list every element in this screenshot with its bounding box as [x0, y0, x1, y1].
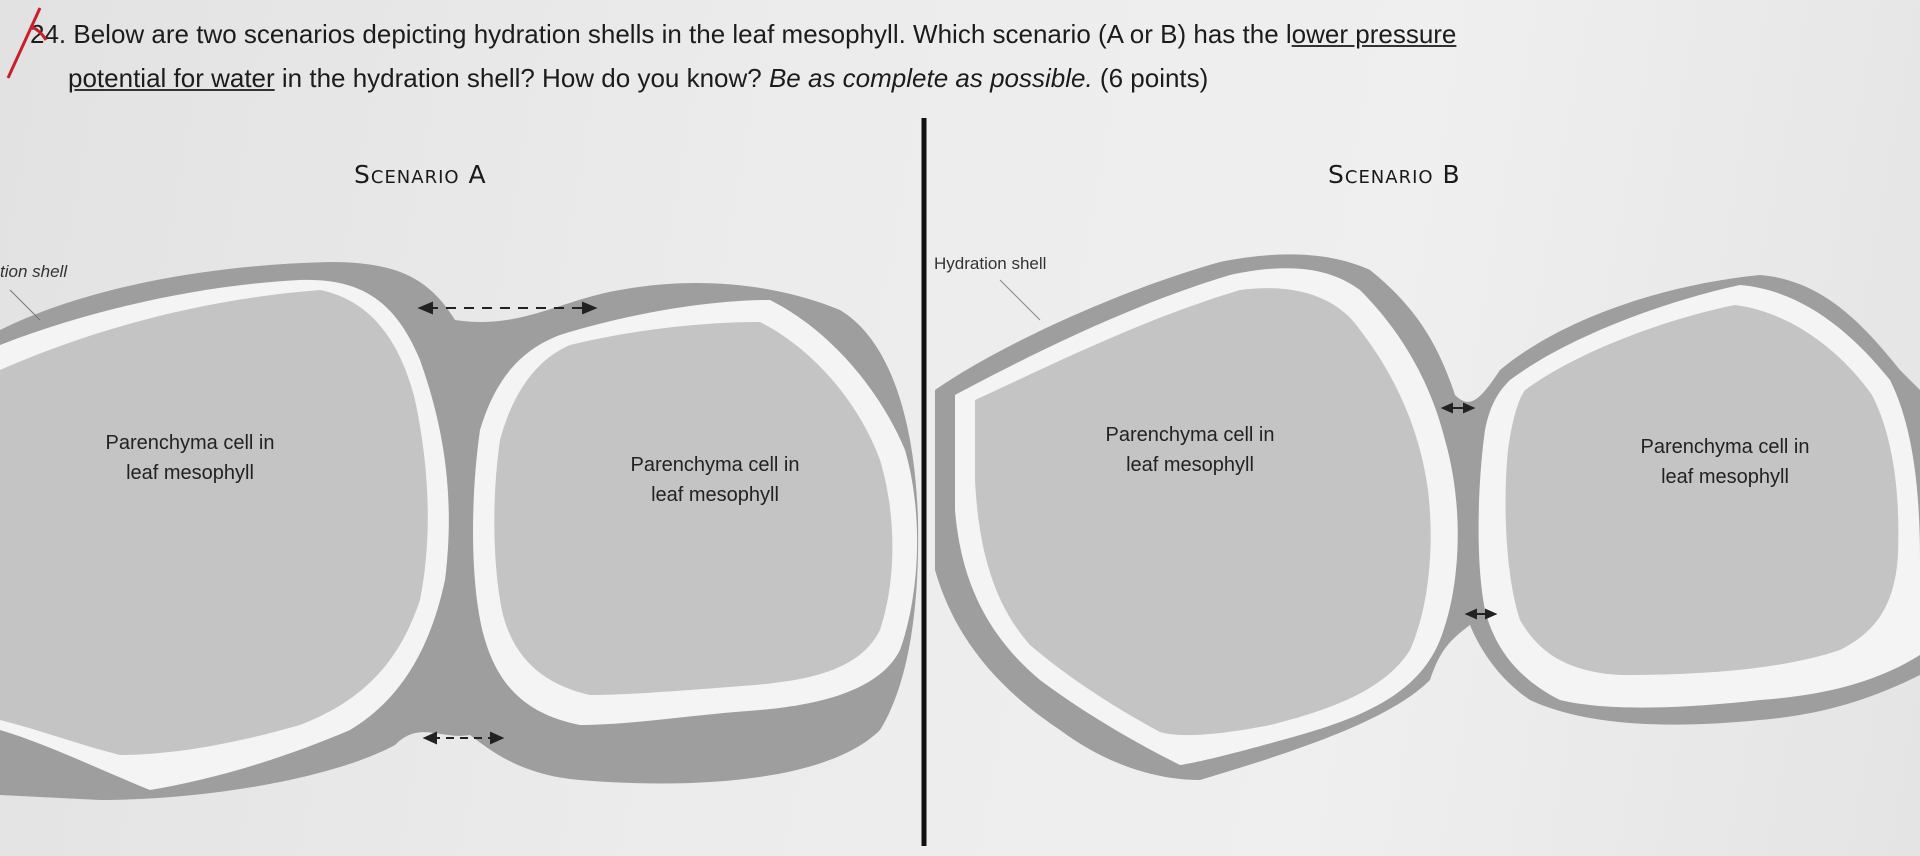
question-text-part1: Below are two scenarios depicting hydration shells in the leaf mesophyll. Which scenario (A or B) has the l — [66, 19, 1292, 49]
question-text-part2: in the hydration shell? How do you know? — [274, 63, 769, 93]
scenario-b-heading: Scenario B — [1328, 160, 1461, 189]
underlined-phrase-2: potential for water — [68, 63, 275, 93]
scenario-a-label-pointer — [10, 290, 40, 320]
underlined-phrase-1: ower pressure — [1291, 19, 1457, 49]
question-points: (6 points) — [1092, 63, 1209, 93]
scenario-b-left-cell-label: Parenchyma cell in leaf mesophyll — [1105, 424, 1275, 476]
scenario-b-hydration-label: Hydration shell — [934, 254, 1047, 273]
question-number: 24. — [30, 19, 67, 49]
scenario-b-right-cell-label: Parenchyma cell in leaf mesophyll — [1640, 436, 1810, 488]
scenario-b-label-pointer — [1000, 280, 1040, 320]
scenario-a-left-cytoplasm — [0, 290, 428, 755]
scenario-a-hydration-label: tion shell — [0, 262, 68, 281]
scenario-a-right-cell-label: Parenchyma cell in leaf mesophyll — [630, 454, 800, 506]
question-instruction-italic: Be as complete as possible. — [768, 63, 1093, 93]
scenario-a-heading: Scenario A — [354, 160, 487, 189]
pen-check-mark — [8, 8, 46, 78]
scenario-a-left-cell-label: Parenchyma cell in leaf mesophyll — [105, 432, 275, 484]
